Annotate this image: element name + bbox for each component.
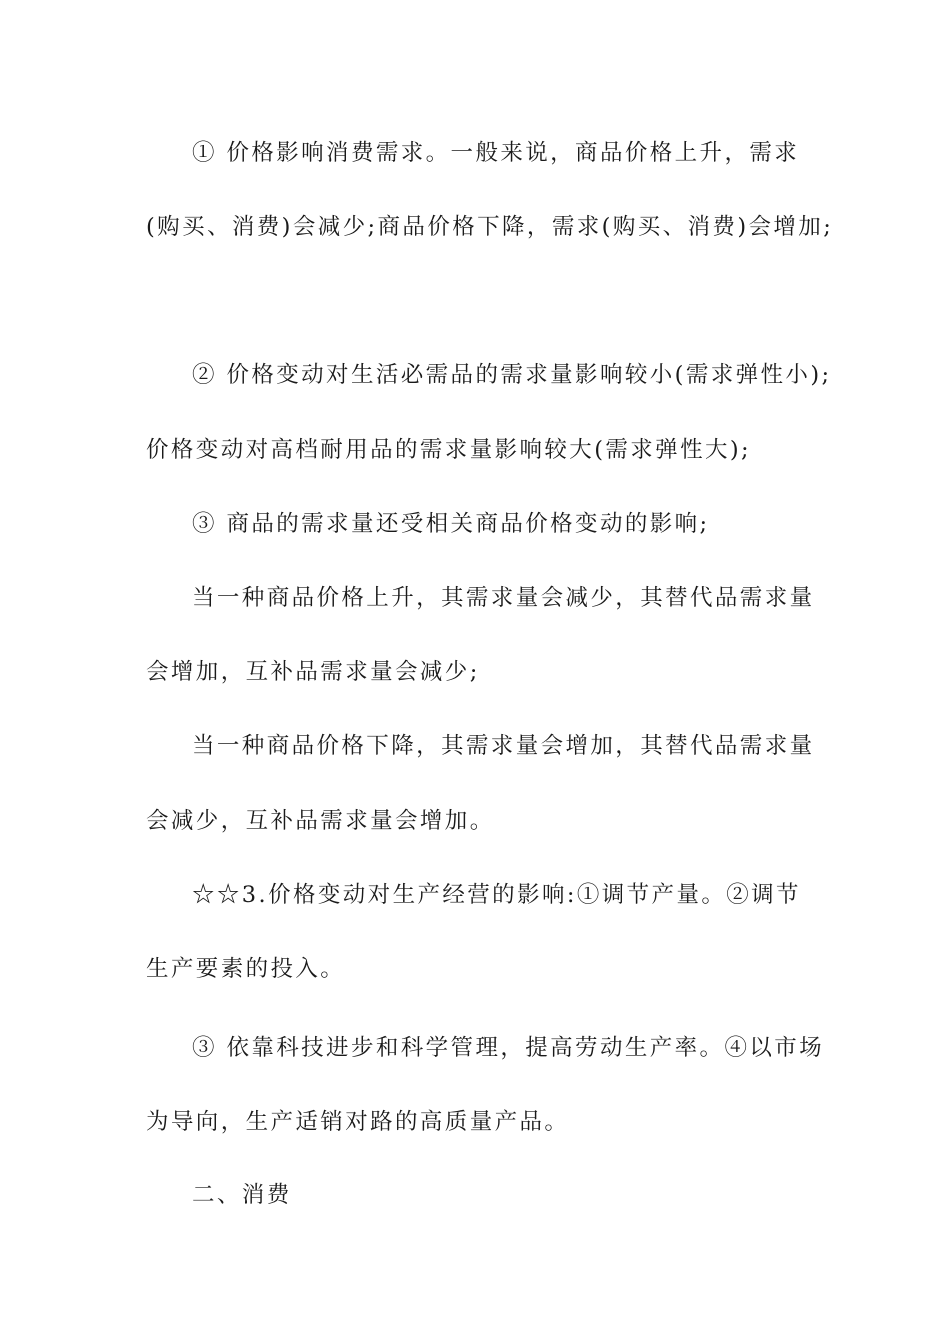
paragraph-line: 当一种商品价格上升，其需求量会减少，其替代品需求量 [192, 585, 815, 611]
paragraph-line: 生产要素的投入。 [146, 956, 346, 982]
paragraph-line: 会增加，互补品需求量会减少; [146, 659, 480, 685]
paragraph-line: ☆☆3.价格变动对生产经营的影响:①调节产量。②调节 [192, 882, 801, 908]
section-heading: 二、消费 [192, 1182, 292, 1208]
paragraph-line: ② 价格变动对生活必需品的需求量影响较小(需求弹性小); [192, 362, 832, 388]
paragraph-line: (购买、消费)会减少;商品价格下降，需求(购买、消费)会增加; [146, 214, 834, 240]
paragraph-line: ③ 商品的需求量还受相关商品价格变动的影响; [192, 511, 710, 537]
paragraph-line: ③ 依靠科技进步和科学管理，提高劳动生产率。④以市场 [192, 1035, 825, 1061]
paragraph-line: 会减少，互补品需求量会增加。 [146, 808, 495, 834]
paragraph-line: 当一种商品价格下降，其需求量会增加，其替代品需求量 [192, 733, 815, 759]
paragraph-line: 价格变动对高档耐用品的需求量影响较大(需求弹性大); [146, 437, 752, 463]
paragraph-line: ① 价格影响消费需求。一般来说，商品价格上升，需求 [192, 140, 800, 166]
paragraph-line: 为导向，生产适销对路的高质量产品。 [146, 1109, 570, 1135]
